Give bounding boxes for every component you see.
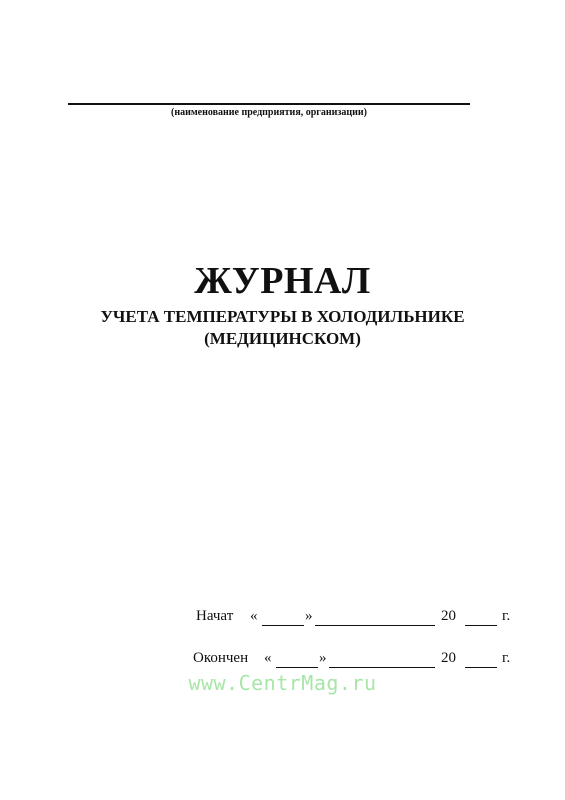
journal-subtitle-line-2: (МЕДИЦИНСКОМ) xyxy=(204,329,361,348)
finished-year-blank xyxy=(465,667,497,668)
finished-year-suffix: г. xyxy=(502,650,511,666)
journal-subtitle-line-1: УЧЕТА ТЕМПЕРАТУРЫ В ХОЛОДИЛЬНИКЕ xyxy=(100,307,465,326)
finished-month-blank xyxy=(329,667,435,668)
finished-year-prefix: 20 xyxy=(441,650,456,666)
finished-day-blank xyxy=(276,667,318,668)
finished-open-quote: « xyxy=(264,650,272,666)
started-open-quote: « xyxy=(250,608,258,624)
organization-name-line xyxy=(68,103,470,105)
started-month-blank xyxy=(315,625,435,626)
started-label: Начат xyxy=(196,608,234,624)
organization-caption: (наименование предприятия, организации) xyxy=(170,107,367,118)
started-close-quote: » xyxy=(305,608,313,624)
finished-label: Окончен xyxy=(193,650,249,666)
journal-title: ЖУРНАЛ xyxy=(194,260,371,302)
journal-subtitle xyxy=(0,306,565,350)
started-day-blank xyxy=(262,625,304,626)
started-year-suffix: г. xyxy=(502,608,511,624)
watermark-text: www.CentrMag.ru xyxy=(188,671,377,695)
started-date-row xyxy=(0,608,565,632)
started-year-prefix: 20 xyxy=(441,608,456,624)
started-year-blank xyxy=(465,625,497,626)
finished-close-quote: » xyxy=(319,650,327,666)
